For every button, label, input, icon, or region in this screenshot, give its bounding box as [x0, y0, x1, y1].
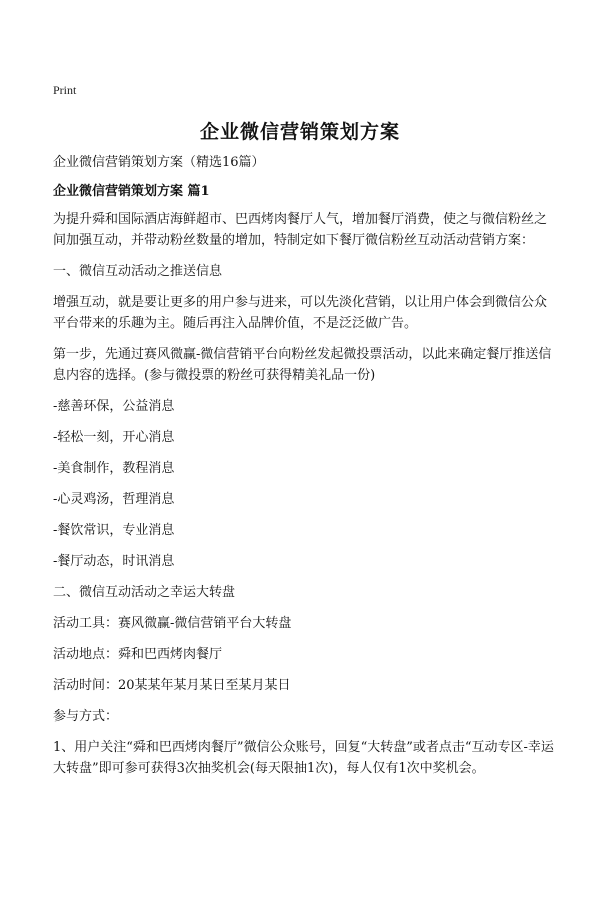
heading-lucky-wheel: 二、微信互动活动之幸运大转盘	[53, 585, 236, 600]
document-subtitle: 企业微信营销策划方案（精选16篇）	[53, 155, 265, 170]
paragraph-step-one: 第一步，先通过赛风微赢-微信营销平台向粉丝发起微投票活动，以此来确定餐厅推送信息内容的选择。(参与微投票的粉丝可获得精美礼品一份)	[53, 347, 552, 383]
paragraph-engagement: 增强互动，就是要让更多的用户参与进来，可以先淡化营销，以让用户体会到微信公众平台带来的乐趣为主。随后再注入品牌价值，不是泛泛做广告。	[53, 295, 548, 331]
document-body	[53, 152, 558, 789]
activity-tool: 活动工具：赛风微赢-微信营销平台大转盘	[53, 616, 292, 631]
list-item: -轻松一刻，开心消息	[53, 430, 175, 445]
activity-place: 活动地点：舜和巴西烤肉餐厅	[53, 647, 223, 662]
heading-push-messages: 一、微信互动活动之推送信息	[53, 264, 223, 279]
list-item: -美食制作，教程消息	[53, 461, 175, 476]
section-heading: 企业微信营销策划方案 篇1	[53, 184, 210, 199]
document-title: 企业微信营销策划方案	[199, 121, 400, 143]
participation-method: 参与方式：	[53, 709, 119, 724]
participation-rule-1: 1、用户关注“舜和巴西烤肉餐厅”微信公众账号，回复“大转盘”或者点击“互动专区-幸运大转盘”即可参可获得3次抽奖机会(每天限抽1次)，每人仅有1次中奖机会。	[53, 740, 554, 776]
intro-paragraph: 为提升舜和国际酒店海鲜超市、巴西烤肉餐厅人气，增加餐厅消费，使之与微信粉丝之间加强互动，并带动粉丝数量的增加，特制定如下餐厅微信粉丝互动活动营销方案：	[53, 212, 548, 248]
list-item: -心灵鸡汤，哲理消息	[53, 492, 175, 507]
list-item: -餐厅动态，时讯消息	[53, 554, 175, 569]
activity-time: 活动时间：20某某年某月某日至某月某日	[53, 678, 291, 693]
list-item: -餐饮常识，专业消息	[53, 523, 175, 538]
list-item: -慈善环保，公益消息	[53, 399, 175, 414]
print-label: Print	[53, 83, 77, 97]
